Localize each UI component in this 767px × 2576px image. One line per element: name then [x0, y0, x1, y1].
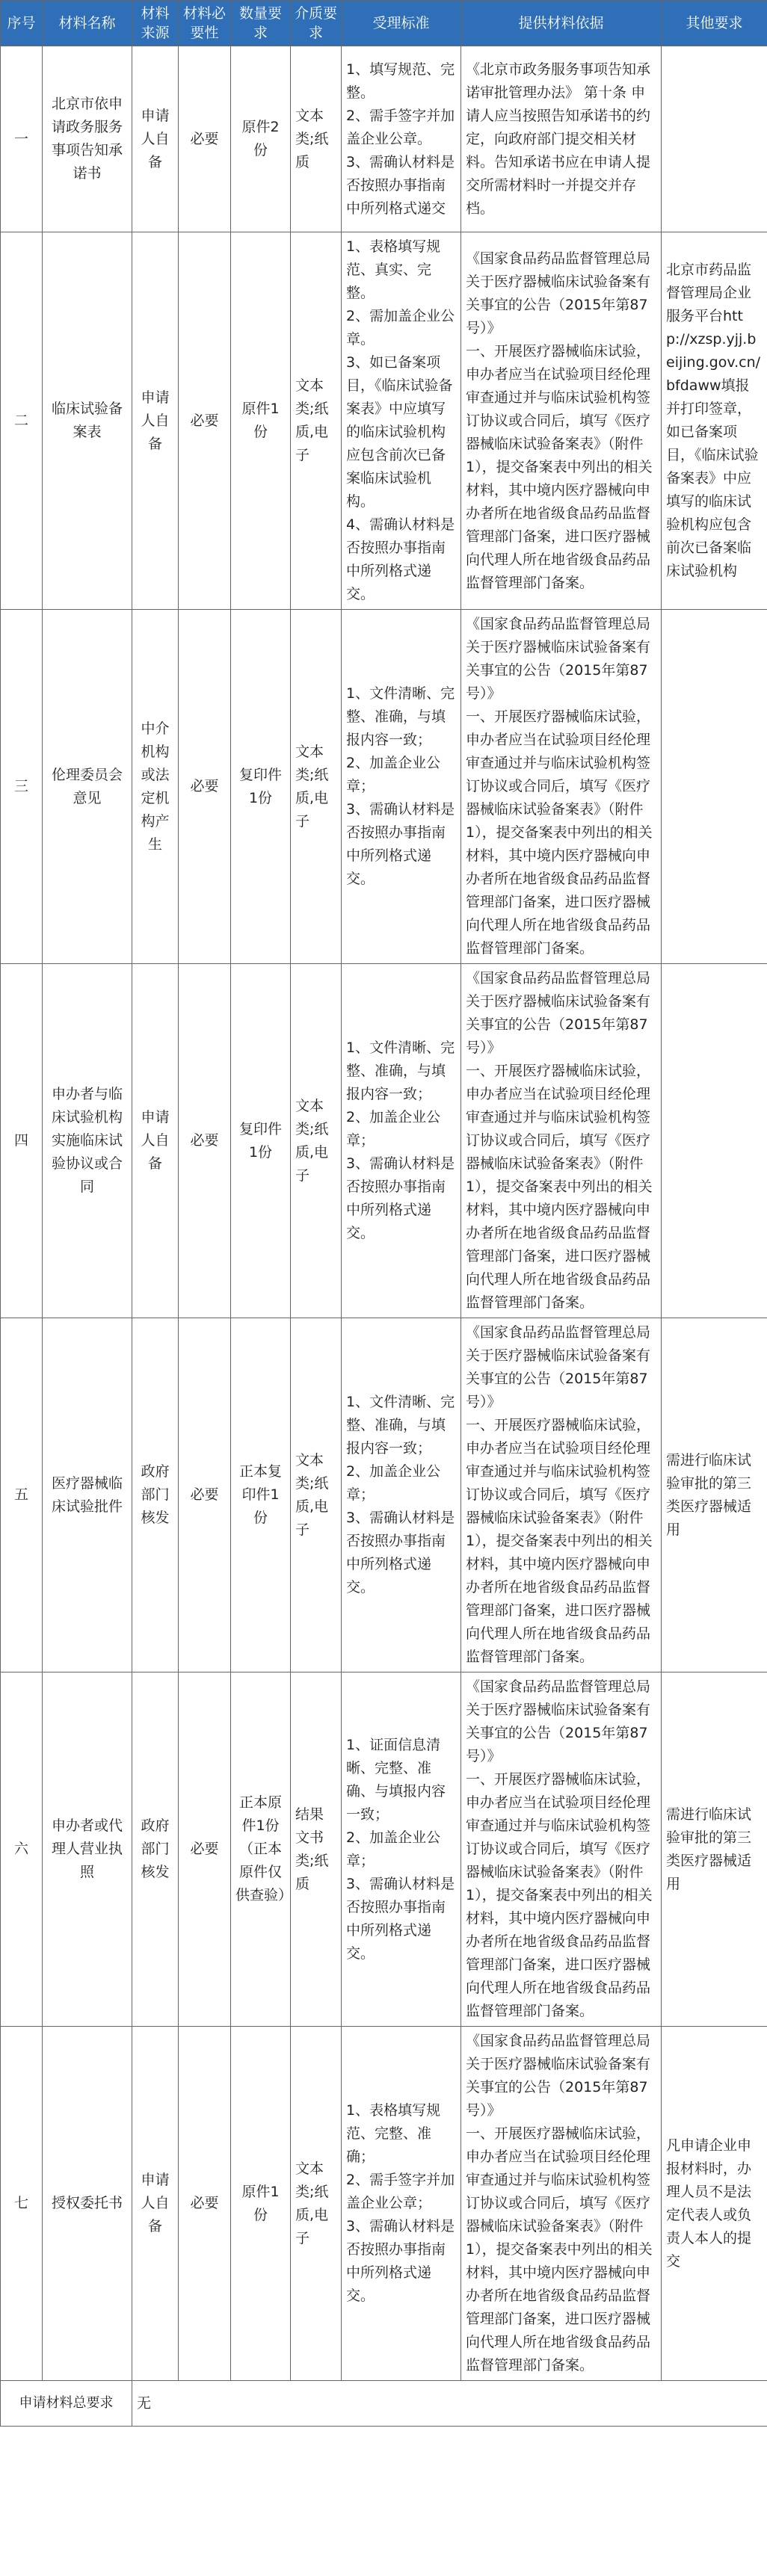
- cell-standard: 1、文件清晰、完整、准确，与填报内容一致； 2、加盖企业公章； 3、需确认材料是否按照办事指南中所列格式递交。: [342, 964, 461, 1318]
- cell-name: 申办者与临床试验机构实施临床试验协议或合同: [43, 964, 132, 1318]
- cell-basis: 《国家食品药品监督管理总局关于医疗器械临床试验备案有关事宜的公告（2015年第87号）》 一、开展医疗器械临床试验，申办者应当在试验项目经伦理审查通过并与临床试验机构签订协议或合同后，填写《医疗器械临床试验备案表》（附件1），提交备案表中列出的相关材料，其中境内医疗器械向申办者所在地省级食品药品监督管理部门备案，进口医疗器械向代理人所在地省级食品药品监督管理部门备案。: [461, 1672, 662, 2027]
- cell-seq: 六: [1, 1672, 43, 2027]
- cell-standard: 1、表格填写规范、完整、准确； 2、需手签字并加盖企业公章； 3、需确认材料是否按照办事指南中所列格式递交。: [342, 2027, 461, 2381]
- cell-quantity: 复印件1份: [231, 610, 291, 964]
- cell-name: 伦理委员会意见: [43, 610, 132, 964]
- cell-required: 必要: [179, 46, 231, 232]
- cell-other: 需进行临床试验审批的第三类医疗器械适用: [662, 1318, 767, 1672]
- cell-basis: 《国家食品药品监督管理总局关于医疗器械临床试验备案有关事宜的公告（2015年第87号）》 一、开展医疗器械临床试验，申办者应当在试验项目经伦理审查通过并与临床试验机构签订协议或合同后，填写《医疗器械临床试验备案表》（附件1），提交备案表中列出的相关材料，其中境内医疗器械向申办者所在地省级食品药品监督管理部门备案，进口医疗器械向代理人所在地省级食品药品监督管理部门备案。: [461, 610, 662, 964]
- table-row: [1, 232, 767, 610]
- cell-name: 申办者或代理人营业执照: [43, 1672, 132, 2027]
- cell-seq: 三: [1, 610, 43, 964]
- cell-medium: 结果文书类;纸质: [291, 1672, 342, 2027]
- cell-source: 中介机构或法定机构产生: [132, 610, 179, 964]
- table-row: [1, 1672, 767, 2027]
- cell-source: 申请人自备: [132, 2027, 179, 2381]
- cell-other: 凡申请企业申报材料时，办理人员不是法定代表人或负责人本人的提交: [662, 2027, 767, 2381]
- cell-source: 政府部门核发: [132, 1318, 179, 1672]
- cell-source: 申请人自备: [132, 964, 179, 1318]
- header-basis: 提供材料依据: [461, 1, 662, 46]
- table-row: [1, 1318, 767, 1672]
- summary-label: 申请材料总要求: [1, 2381, 132, 2427]
- cell-basis: 《北京市政务服务事项告知承诺审批管理办法》 第十条 申请人应当按照告知承诺书的约定，向政府部门提交相关材料。告知承诺书应在申请人提交所需材料时一并提交并存档。: [461, 46, 662, 232]
- requirements-summary-row: [1, 2381, 767, 2427]
- cell-other: [662, 964, 767, 1318]
- table-row: [1, 46, 767, 232]
- cell-other: 北京市药品监督管理局企业服务平台http://xzsp.yjj.beijing.gov.cn/bfdaww填报并打印签章，如已备案项目，《临床试验备案表》中应填写的临床试验机构应包含前次已备案临床试验机构: [662, 232, 767, 610]
- cell-name: 医疗器械临床试验批件: [43, 1318, 132, 1672]
- cell-required: 必要: [179, 964, 231, 1318]
- cell-quantity: 正本复印件1份: [231, 1318, 291, 1672]
- cell-standard: 1、表格填写规范、真实、完整。 2、需加盖企业公章。 3、如已备案项目，《临床试验备案表》中应填写的临床试验机构应包含前次已备案临床试验机构。 4、需确认材料是否按照办事指南中所列格式递交。: [342, 232, 461, 610]
- cell-standard: 1、证面信息清晰、完整、准确、与填报内容一致； 2、加盖企业公章； 3、需确认材料是否按照办事指南中所列格式递交。: [342, 1672, 461, 2027]
- cell-medium: 文本类;纸质,电子: [291, 964, 342, 1318]
- cell-required: 必要: [179, 1672, 231, 2027]
- cell-basis: 《国家食品药品监督管理总局关于医疗器械临床试验备案有关事宜的公告（2015年第87号）》 一、开展医疗器械临床试验，申办者应当在试验项目经伦理审查通过并与临床试验机构签订协议或合同后，填写《医疗器械临床试验备案表》（附件1），提交备案表中列出的相关材料，其中境内医疗器械向申办者所在地省级食品药品监督管理部门备案，进口医疗器械向代理人所在地省级食品药品监督管理部门备案。: [461, 232, 662, 610]
- cell-medium: 文本类;纸质,电子: [291, 1318, 342, 1672]
- cell-standard: 1、填写规范、完整。 2、需手签字并加盖企业公章。 3、需确认材料是否按照办事指南中所列格式递交: [342, 46, 461, 232]
- header-required: 材料必要性: [179, 1, 231, 46]
- cell-quantity: 正本原件1份（正本原件仅供查验）: [231, 1672, 291, 2027]
- cell-quantity: 复印件1份: [231, 964, 291, 1318]
- cell-basis: 《国家食品药品监督管理总局关于医疗器械临床试验备案有关事宜的公告（2015年第87号）》 一、开展医疗器械临床试验，申办者应当在试验项目经伦理审查通过并与临床试验机构签订协议或合同后，填写《医疗器械临床试验备案表》（附件1），提交备案表中列出的相关材料，其中境内医疗器械向申办者所在地省级食品药品监督管理部门备案，进口医疗器械向代理人所在地省级食品药品监督管理部门备案。: [461, 964, 662, 1318]
- cell-medium: 文本类;纸质,电子: [291, 610, 342, 964]
- cell-quantity: 原件1份: [231, 2027, 291, 2381]
- cell-medium: 文本类;纸质,电子: [291, 2027, 342, 2381]
- header-row: [1, 1, 767, 46]
- cell-seq: 七: [1, 2027, 43, 2381]
- cell-medium: 文本类;纸质,电子: [291, 232, 342, 610]
- cell-basis: 《国家食品药品监督管理总局关于医疗器械临床试验备案有关事宜的公告（2015年第87号）》 一、开展医疗器械临床试验，申办者应当在试验项目经伦理审查通过并与临床试验机构签订协议或合同后，填写《医疗器械临床试验备案表》（附件1），提交备案表中列出的相关材料，其中境内医疗器械向申办者所在地省级食品药品监督管理部门备案，进口医疗器械向代理人所在地省级食品药品监督管理部门备案。: [461, 2027, 662, 2381]
- cell-basis: 《国家食品药品监督管理总局关于医疗器械临床试验备案有关事宜的公告（2015年第87号）》 一、开展医疗器械临床试验，申办者应当在试验项目经伦理审查通过并与临床试验机构签订协议或合同后，填写《医疗器械临床试验备案表》（附件1），提交备案表中列出的相关材料，其中境内医疗器械向申办者所在地省级食品药品监督管理部门备案，进口医疗器械向代理人所在地省级食品药品监督管理部门备案。: [461, 1318, 662, 1672]
- table-row: [1, 2027, 767, 2381]
- summary-value: 无: [132, 2381, 767, 2427]
- cell-required: 必要: [179, 2027, 231, 2381]
- cell-other: [662, 610, 767, 964]
- cell-name: 授权委托书: [43, 2027, 132, 2381]
- cell-medium: 文本类;纸质: [291, 46, 342, 232]
- cell-source: 申请人自备: [132, 46, 179, 232]
- header-seq: 序号: [1, 1, 43, 46]
- header-other: 其他要求: [662, 1, 767, 46]
- cell-seq: 二: [1, 232, 43, 610]
- cell-quantity: 原件2份: [231, 46, 291, 232]
- cell-required: 必要: [179, 232, 231, 610]
- cell-source: 政府部门核发: [132, 1672, 179, 2027]
- table-row: [1, 964, 767, 1318]
- header-medium: 介质要求: [291, 1, 342, 46]
- table-row: [1, 610, 767, 964]
- header-quantity: 数量要求: [231, 1, 291, 46]
- cell-name: 临床试验备案表: [43, 232, 132, 610]
- cell-standard: 1、文件清晰、完整、准确，与填报内容一致； 2、加盖企业公章； 3、需确认材料是否按照办事指南中所列格式递交。: [342, 1318, 461, 1672]
- cell-quantity: 原件1份: [231, 232, 291, 610]
- cell-other: [662, 46, 767, 232]
- cell-required: 必要: [179, 1318, 231, 1672]
- cell-standard: 1、文件清晰、完整、准确，与填报内容一致； 2、加盖企业公章； 3、需确认材料是否按照办事指南中所列格式递交。: [342, 610, 461, 964]
- header-source: 材料来源: [132, 1, 179, 46]
- cell-required: 必要: [179, 610, 231, 964]
- cell-seq: 四: [1, 964, 43, 1318]
- cell-seq: 五: [1, 1318, 43, 1672]
- cell-other: 需进行临床试验审批的第三类医疗器械适用: [662, 1672, 767, 2027]
- header-name: 材料名称: [43, 1, 132, 46]
- cell-seq: 一: [1, 46, 43, 232]
- header-standard: 受理标准: [342, 1, 461, 46]
- cell-source: 申请人自备: [132, 232, 179, 610]
- cell-name: 北京市依申请政务服务事项告知承诺书: [43, 46, 132, 232]
